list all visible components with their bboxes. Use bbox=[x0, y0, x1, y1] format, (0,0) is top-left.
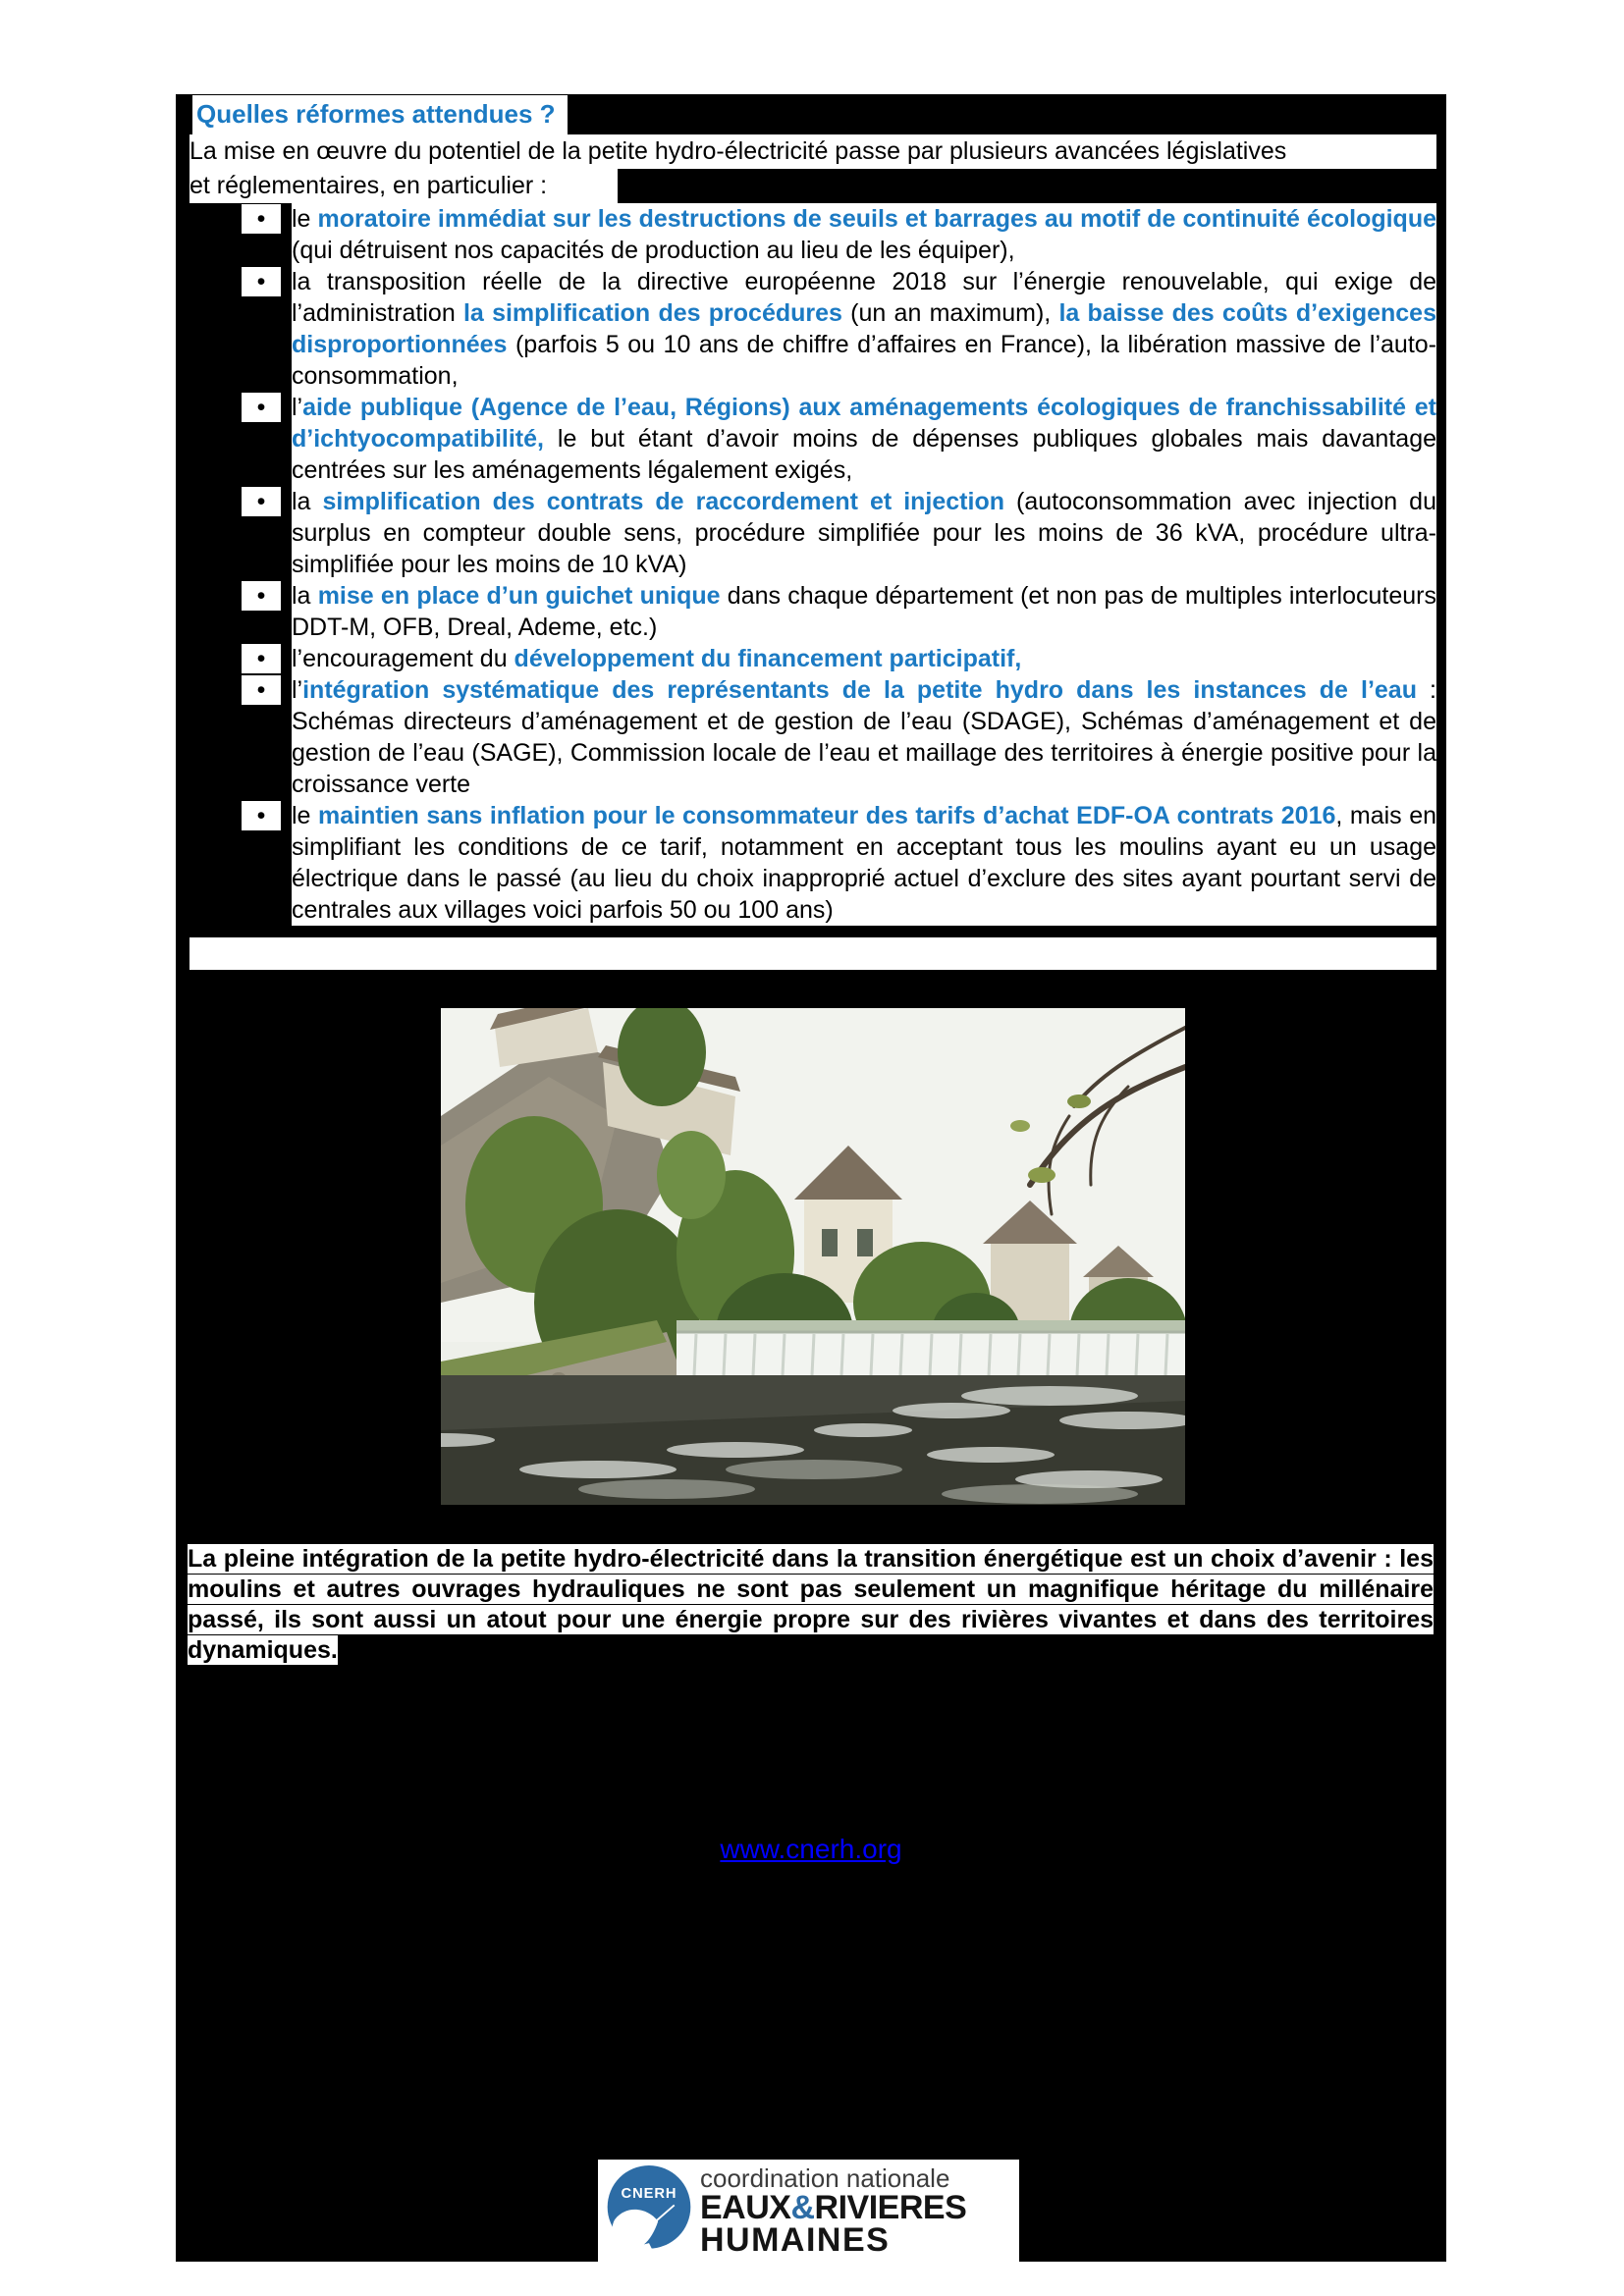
bullet-marker: • bbox=[242, 393, 281, 422]
logo-ampersand: & bbox=[790, 2188, 815, 2226]
page-title-chip bbox=[192, 95, 568, 135]
bullet-item-guichet-unique bbox=[189, 580, 1436, 643]
bullet-marker: • bbox=[242, 675, 281, 705]
closing-text: La pleine intégration de la petite hydro-électricité dans la transition énergétique est un choix d’avenir : les moulins et autres ouvrages hydrauliques ne sont pas seulement un magnifique héritage du millénaire passé, ils sont aussi un atout pour une énergie propre sur des rivières vivantes et dans des territoires dynamiques. bbox=[188, 1545, 1434, 1664]
reforms-bullet-list bbox=[189, 203, 1436, 926]
closing-paragraph bbox=[188, 1544, 1434, 1666]
bullet-text: l’encouragement du développement du financement participatif, bbox=[292, 645, 1022, 672]
logo-line-coordination: coordination nationale bbox=[700, 2163, 950, 2193]
bullet-item-financement bbox=[189, 643, 1436, 674]
svg-text:CNERH: CNERH bbox=[621, 2186, 677, 2203]
page-title: Quelles réformes attendues ? bbox=[196, 99, 556, 129]
bullet-item-transposition bbox=[189, 266, 1436, 392]
river-weir-village-photo bbox=[441, 1008, 1185, 1505]
redaction-bar-intro bbox=[618, 169, 1436, 203]
logo-text-block bbox=[700, 2165, 966, 2257]
logo-line-eaux-rivieres: EAUX&RIVIERES bbox=[700, 2188, 967, 2226]
website-link-row bbox=[176, 1834, 1446, 1865]
bullet-marker: • bbox=[242, 487, 281, 516]
bullet-text: l’aide publique (Agence de l’eau, Régions) aux aménagements écologiques de franchissabilité et d’ichtyocompatibilité, le but étant d’avoir moins de dépenses publiques globales mais davantage centrées sur les aménagements légalement exigés, bbox=[292, 394, 1436, 484]
bullet-text: la transposition réelle de la directive européenne 2018 sur l’énergie renouvelable, qui exige de l’administration la simplification des procédures (un an maximum), la baisse des coûts d’exigences disproportionnées (parfois 5 ou 10 ans de chiffre d’affaires en France), la libération massive de l’auto-consommation, bbox=[292, 268, 1436, 390]
bullet-item-raccordement bbox=[189, 486, 1436, 580]
cnerh-badge-icon bbox=[604, 2163, 694, 2258]
bullet-marker: • bbox=[242, 204, 281, 234]
intro-line-2: et réglementaires, en particulier : bbox=[189, 172, 548, 199]
bullet-item-instances-eau bbox=[189, 674, 1436, 800]
empty-highlighted-line bbox=[189, 937, 1436, 970]
bullet-marker: • bbox=[242, 801, 281, 830]
bullet-text: le maintien sans inflation pour le consommateur des tarifs d’achat EDF-OA contrats 2016, mais en simplifiant les conditions de ce tarif, notamment en acceptant tous les moulins ayant eu un usage électrique dans le passé (au lieu du choix inapproprié actuel d’exclure des sites ayant pourtant servi de centrales aux villages voici parfois 50 ou 100 ans) bbox=[292, 802, 1437, 924]
bullet-item-tarifs-achat bbox=[189, 800, 1436, 926]
bullet-item-moratoire bbox=[189, 203, 1436, 266]
bullet-text: l’intégration systématique des représentants de la petite hydro dans les instances de l’eau : Schémas directeurs d’aménagement et de gestion de l’eau (SDAGE), Schémas d’aménagement et de gestion de l’eau (SAGE), Commission locale de l’eau et maillage des territoires à énergie positive pour la croissance verte bbox=[292, 676, 1436, 798]
highlight-block bbox=[176, 94, 1446, 2262]
logo-line-humaines: HUMAINES bbox=[700, 2220, 891, 2259]
intro-line-1: La mise en œuvre du potentiel de la petite hydro-électricité passe par plusieurs avancées législatives bbox=[189, 137, 1287, 165]
org-logo bbox=[598, 2160, 1019, 2262]
bullet-text: la simplification des contrats de raccordement et injection (autoconsommation avec injection du surplus en compteur double sens, procédure simplifiée pour les moins de 36 kVA, procédure ultra-simplifiée pour les moins de 10 kVA) bbox=[292, 488, 1436, 578]
bullet-marker: • bbox=[242, 581, 281, 611]
bullet-item-aide-publique bbox=[189, 392, 1436, 486]
bullet-marker: • bbox=[242, 644, 281, 673]
bullet-marker: • bbox=[242, 267, 281, 296]
website-link[interactable]: www.cnerh.org bbox=[720, 1834, 902, 1864]
bullet-text: la mise en place d’un guichet unique dans chaque département (et non pas de multiples interlocuteurs DDT-M, OFB, Dreal, Ademe, etc.) bbox=[292, 582, 1436, 641]
bullet-text: le moratoire immédiat sur les destructions de seuils et barrages au motif de continuité écologique (qui détruisent nos capacités de production au lieu de les équiper), bbox=[292, 205, 1436, 264]
